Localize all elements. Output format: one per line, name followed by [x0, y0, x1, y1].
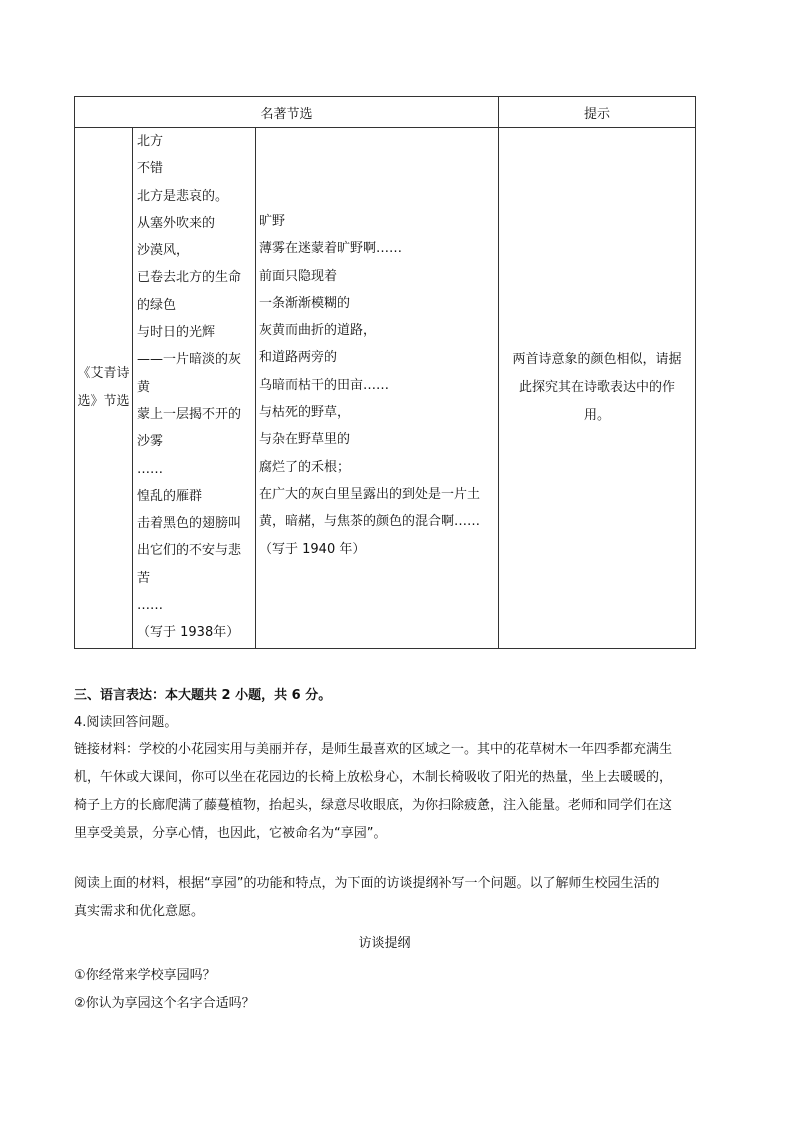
poem-line: 和道路两旁的: [259, 350, 338, 366]
poem-line: 击着黑色的翅膀叫: [137, 516, 242, 532]
poem-line: 北方是悲哀的。: [137, 188, 229, 204]
poem-line: 已卷去北方的生命: [137, 270, 242, 286]
hint-line: 此探究其在诗歌表达中的作: [518, 380, 675, 395]
poem-line: 灰黄而曲折的道路，: [259, 323, 377, 339]
instruction-paragraph: [74, 870, 722, 926]
poem-line: 从塞外吹来的: [137, 215, 216, 231]
material-line: 里享受美景，分享心情，也因此，它被命名为“享园”。: [74, 826, 387, 841]
poem-line: 黄，暗赭，与焦茶的颜色的混合啊……: [259, 514, 481, 530]
outline-title: 访谈提纲: [358, 936, 411, 951]
book-title-line: 选》节选: [77, 394, 130, 409]
poem-line: 腐烂了的禾根；: [259, 459, 351, 475]
instruction-line: 真实需求和优化意愿。: [74, 904, 205, 919]
poem-line: ……: [137, 598, 163, 614]
material-paragraph: [74, 736, 722, 848]
hint-line: 用。: [583, 408, 610, 423]
outline-list: [74, 962, 722, 1018]
poem-wilderness-cell: [256, 128, 499, 649]
poem-line: 的绿色: [137, 297, 177, 313]
table-header-row: [75, 97, 696, 128]
poem-line: 黄: [137, 379, 151, 395]
poem-line: 前面只隐现着: [259, 268, 338, 284]
book-title-cell: [75, 128, 133, 649]
poem-north-cell: [133, 128, 256, 649]
poem-line: 乌暗而枯干的田亩……: [259, 377, 390, 393]
outline-item: ②你认为享园这个名字合适吗？: [74, 996, 255, 1011]
poem-line: 在广大的灰白里呈露出的到处是一片土: [259, 486, 481, 502]
material-line: 机，午休或大课间，你可以坐在花园边的长椅上放松身心，木制长椅吸收了阳光的热量，坐上去暖暖的，: [74, 770, 673, 785]
hint-cell: [499, 128, 696, 649]
header-hint: 提示: [499, 97, 696, 128]
table-body-row: [75, 128, 696, 649]
poem-line: ……: [137, 461, 163, 477]
question-title: 4.阅读回答问题。: [74, 715, 178, 730]
poem-line: 出它们的不安与悲: [137, 543, 242, 559]
poem-line: 与时日的光辉: [137, 325, 216, 341]
poem-line: 与枯死的野草，: [259, 405, 351, 421]
instruction-line: 阅读上面的材料，根据“享园”的功能和特点，为下面的访谈提纲补写一个问题。以了解师生校园生活的: [74, 876, 660, 891]
outline-item: ①你经常来学校享园吗？: [74, 968, 216, 983]
material-line: 椅子上方的长廊爬满了藤蔓植物，抬起头，绿意尽收眼底，为你扫除疲惫，注入能量。老师和同学们在这: [74, 798, 673, 813]
poem-line: 旷野: [259, 214, 286, 229]
poem-line: 蒙上一层揭不开的: [137, 406, 242, 422]
poem-line: 薄雾在迷蒙着旷野啊……: [259, 241, 403, 257]
poetry-table: [74, 96, 696, 649]
section-heading: 三、语言表达：本大题共 2 小题，共 6 分。: [74, 688, 332, 703]
poem-line: 沙雾: [137, 434, 164, 450]
poem-line: 一条渐渐模糊的: [259, 295, 351, 311]
poem-line: 苦: [137, 570, 151, 586]
book-title-line: 《艾青诗: [77, 366, 130, 381]
poem-line: （写于 1938年）: [137, 625, 240, 641]
material-line: 链接材料：学校的小花园实用与美丽并存，是师生最喜欢的区域之一。其中的花草树木一年四季都充满生: [74, 742, 673, 757]
poem-line: （写于 1940 年）: [259, 541, 366, 557]
poem-line: 惶乱的雁群: [137, 488, 203, 504]
poem-line: 北方: [137, 134, 164, 149]
hint-line: 两首诗意象的颜色相似，请据: [512, 352, 682, 367]
poem-line: 不错: [137, 161, 164, 177]
poem-line: 与杂在野草里的: [259, 432, 351, 448]
poem-line: ——一片暗淡的灰: [137, 352, 242, 368]
header-excerpt: 名著节选: [75, 97, 499, 128]
poem-line: 沙漠风，: [137, 243, 190, 259]
